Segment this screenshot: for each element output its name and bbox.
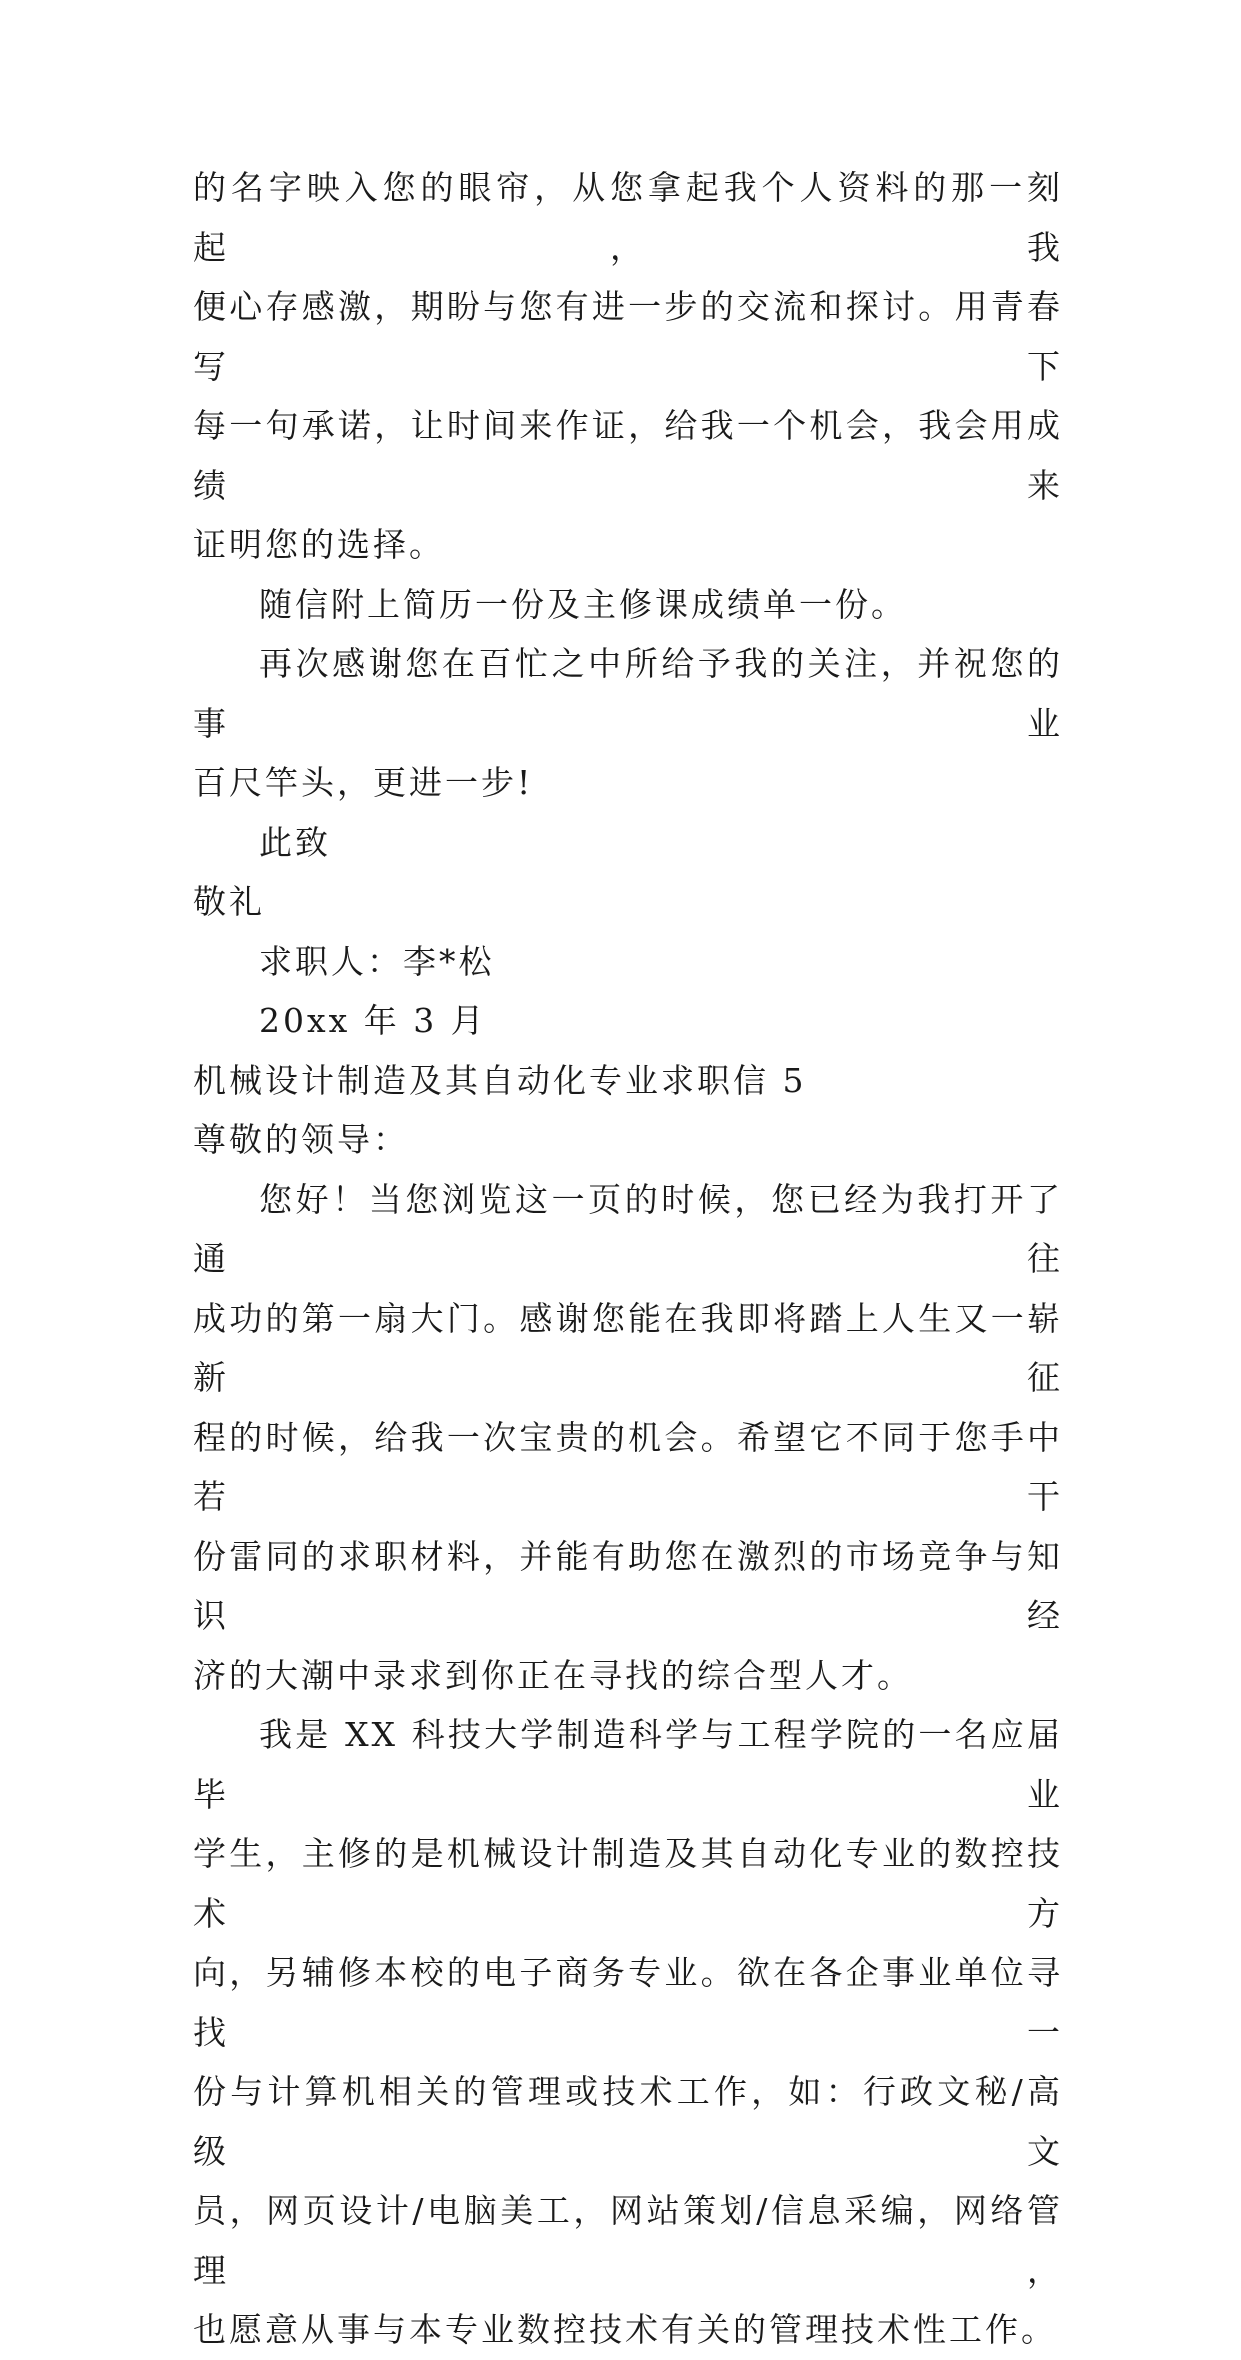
letter-body bbox=[193, 158, 1063, 2360]
paragraph-line: 百尺竿头，更进一步! bbox=[193, 763, 534, 802]
closing-phrase: 此致 bbox=[259, 822, 331, 862]
paragraph-line: 济的大潮中录求到你正在寻找的综合型人才。 bbox=[193, 1655, 913, 1695]
paragraph-line: 的名字映入您的眼帘，从您拿起我个人资料的那一刻起，我 bbox=[193, 168, 1063, 267]
paragraph-line: 成功的第一扇大门。感谢您能在我即将踏上人生又一崭新征 bbox=[193, 1298, 1063, 1397]
paragraph-line: 份雷同的求职材料，并能有助您在激烈的市场竞争与知识经 bbox=[193, 1536, 1063, 1635]
letter-date: 20xx 年 3 月 bbox=[259, 1001, 487, 1040]
paragraph-line: 每一句承诺，让时间来作证，给我一个机会，我会用成绩来 bbox=[193, 406, 1063, 505]
signature: 求职人：李*松 bbox=[259, 941, 495, 981]
paragraph-line: 我是 XX 科技大学制造科学与工程学院的一名应届毕业 bbox=[193, 1715, 1063, 1814]
paragraph-line: 便心存感激，期盼与您有进一步的交流和探讨。用青春写下 bbox=[193, 287, 1063, 386]
paragraph-line: 员，网页设计/电脑美工，网站策划/信息采编，网络管理， bbox=[193, 2191, 1063, 2290]
paragraph-line: 再次感谢您在百忙之中所给予我的关注，并祝您的事业 bbox=[193, 644, 1063, 743]
paragraph-line: 学生，主修的是机械设计制造及其自动化专业的数控技术方 bbox=[193, 1834, 1063, 1933]
paragraph-line: 份与计算机相关的管理或技术工作，如：行政文秘/高级文 bbox=[193, 2072, 1063, 2171]
attachment-note: 随信附上简历一份及主修课成绩单一份。 bbox=[259, 584, 907, 624]
salutation: 尊敬的领导： bbox=[193, 1120, 409, 1159]
paragraph-line: 程的时候，给我一次宝贵的机会。希望它不同于您手中若干 bbox=[193, 1417, 1063, 1516]
paragraph-line: 证明您的选择。 bbox=[193, 525, 445, 564]
closing-salute: 敬礼 bbox=[193, 882, 265, 921]
paragraph-line: 向，另辅修本校的电子商务专业。欲在各企事业单位寻找一 bbox=[193, 1953, 1063, 2052]
section-title: 机械设计制造及其自动化专业求职信 5 bbox=[193, 1060, 807, 1100]
paragraph-line: 您好！当您浏览这一页的时候，您已经为我打开了通往 bbox=[193, 1179, 1063, 1278]
paragraph-line: 也愿意从事与本专业数控技术有关的管理技术性工作。 bbox=[193, 2310, 1057, 2349]
